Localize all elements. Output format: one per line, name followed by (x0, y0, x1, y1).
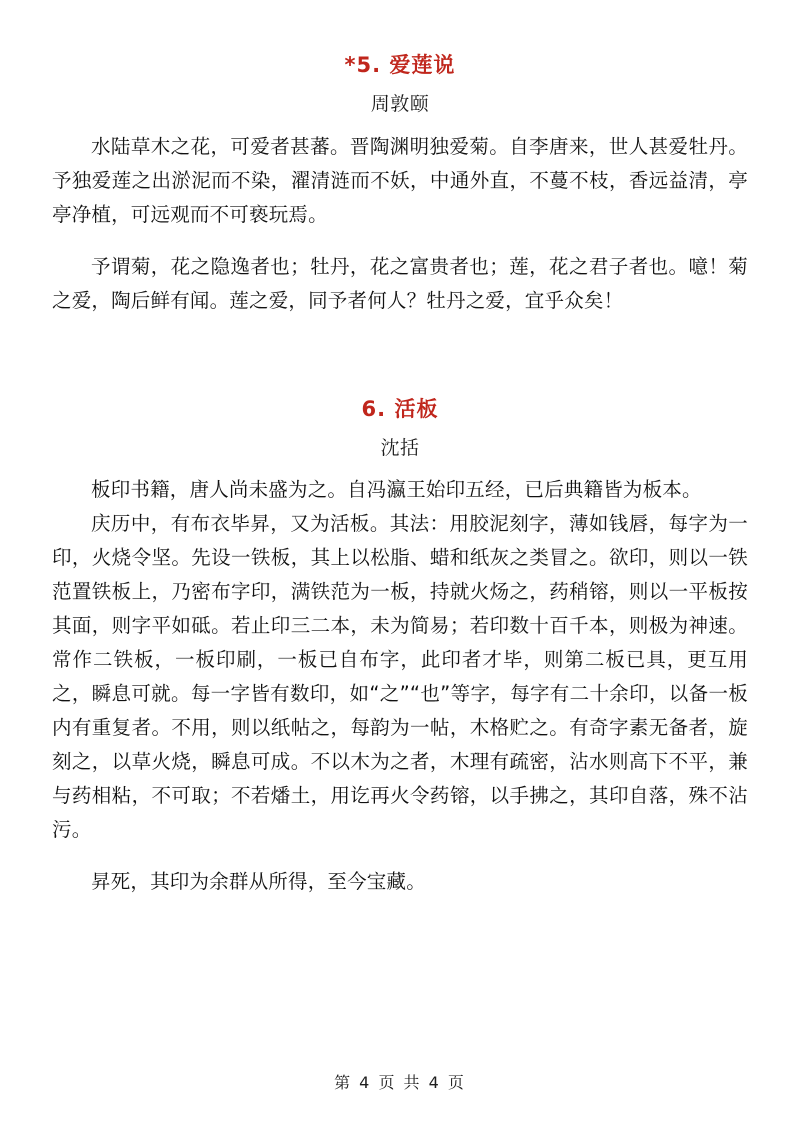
page-content (52, 0, 748, 899)
paragraph: 予谓菊，花之隐逸者也；牡丹，花之富贵者也；莲，花之君子者也。噫！菊之爱，陶后鲜有闻。莲之爱，同予者何人？牡丹之爱，宜乎众矣！ (52, 254, 748, 312)
article-huoban (52, 396, 748, 899)
paragraph: 板印书籍，唐人尚未盛为之。自冯瀛王始印五经，已后典籍皆为板本。 (91, 477, 702, 501)
article-author: 周敦颐 (370, 93, 430, 116)
article-body (52, 473, 748, 899)
paragraph: 庆历中，有布衣毕昇，又为活板。其法：用胶泥刻字，薄如钱唇，每字为一印，火烧令坚。先设一铁板，其上以松脂、蜡和纸灰之类冒之。欲印，则以一铁范置铁板上，乃密布字印，满铁范为一板，持就火炀之，药稍镕，则以一平板按其面，则字平如砥。若止印三二本，未为简易；若印数十百千本，则极为神速。常作二铁板，一板印刷，一板已自布字，此印者才毕，则第二板已具，更互用之，瞬息可就。每一字皆有数印，如“之”“也”等字，每字有二十余印，以备一板内有重复者。不用，则以纸帖之，每韵为一帖，木格贮之。有奇字素无备者，旋刻之，以草火烧，瞬息可成。不以木为之者，木理有疏密，沾水则高下不平，兼与药相粘，不可取；不若燔土，用讫再火令药镕，以手拂之，其印自落，殊不沾污。 (52, 511, 748, 841)
article-body (52, 130, 748, 318)
article-title: *5. 爱莲说 (344, 53, 456, 77)
paragraph: 水陆草木之花，可爱者甚蕃。晋陶渊明独爱菊。自李唐来，世人甚爱牡丹。予独爱莲之出淤泥而不染，濯清涟而不妖，中通外直，不蔓不枝，香远益清，亭亭净植，可远观而不可亵玩焉。 (52, 134, 748, 226)
article-author: 沈括 (380, 437, 420, 460)
article-ailianshuo (52, 52, 748, 318)
paragraph: 昇死，其印为余群从所得，至今宝藏。 (91, 869, 426, 893)
article-title: 6. 活板 (361, 396, 439, 421)
page-footer: 第 4 页 共 4 页 (334, 1073, 466, 1092)
